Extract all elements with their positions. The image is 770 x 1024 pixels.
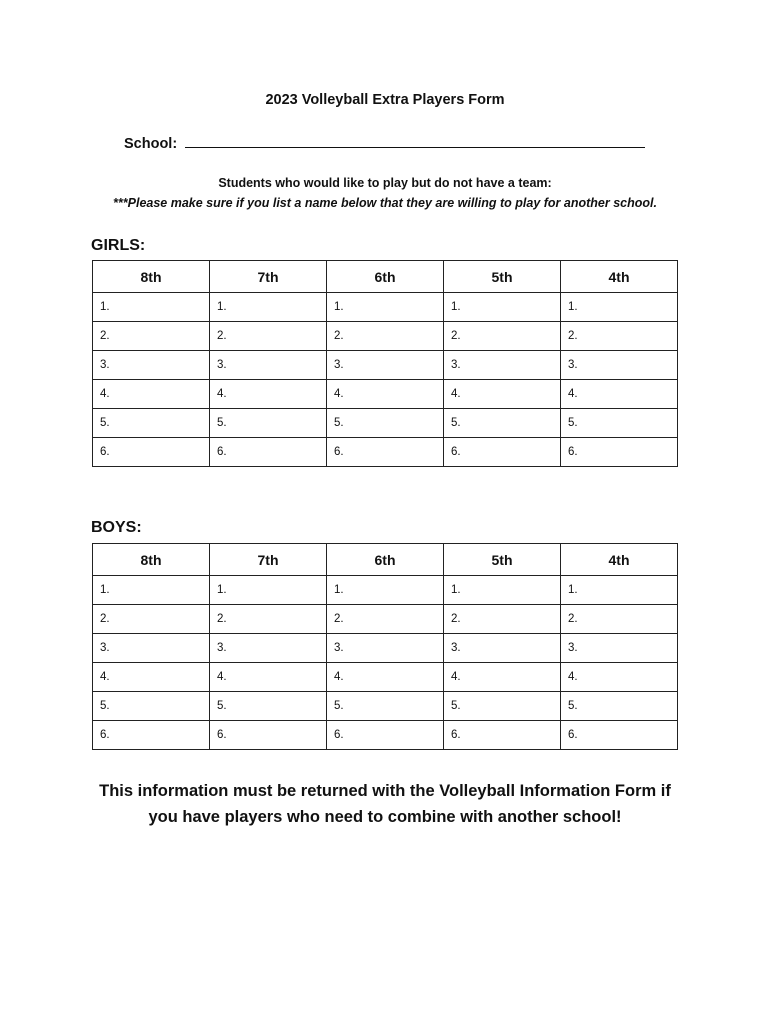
player-entry-cell[interactable]: 2. [444,605,561,634]
player-entry-cell[interactable]: 5. [93,692,210,721]
player-entry-cell[interactable]: 6. [444,721,561,750]
grade-header-4th: 4th [561,544,678,576]
player-entry-cell[interactable]: 4. [444,663,561,692]
player-entry-cell[interactable]: 1. [327,576,444,605]
player-entry-cell[interactable]: 6. [210,721,327,750]
girls-section-label: GIRLS: [91,237,146,254]
player-entry-cell[interactable]: 5. [561,409,678,438]
table-row [93,721,678,750]
player-entry-cell[interactable]: 5. [444,409,561,438]
player-entry-cell[interactable]: 2. [210,322,327,351]
grade-header-4th: 4th [561,261,678,293]
player-entry-cell[interactable]: 6. [444,438,561,467]
player-entry-cell[interactable]: 3. [327,351,444,380]
boys-table [92,543,678,750]
boys-section-label: BOYS: [91,519,142,536]
player-entry-cell[interactable]: 4. [444,380,561,409]
player-entry-cell[interactable]: 6. [327,438,444,467]
player-entry-cell[interactable]: 5. [327,692,444,721]
player-entry-cell[interactable]: 6. [327,721,444,750]
school-field [124,133,645,152]
table-row [93,605,678,634]
footer-line-1: This information must be returned with the Volleyball Information Form if [99,782,671,800]
player-entry-cell[interactable]: 6. [93,721,210,750]
player-entry-cell[interactable]: 4. [561,380,678,409]
instructions-line: Students who would like to play but do not have a team: [218,176,552,190]
player-entry-cell[interactable]: 1. [561,576,678,605]
player-entry-cell[interactable]: 2. [327,322,444,351]
player-entry-cell[interactable]: 5. [210,409,327,438]
player-entry-cell[interactable]: 2. [93,605,210,634]
player-entry-cell[interactable]: 6. [561,721,678,750]
school-label: School: [124,136,178,152]
player-entry-cell[interactable]: 5. [561,692,678,721]
player-entry-cell[interactable]: 1. [561,293,678,322]
grade-header-5th: 5th [444,261,561,293]
player-entry-cell[interactable]: 2. [444,322,561,351]
player-entry-cell[interactable]: 3. [327,634,444,663]
player-entry-cell[interactable]: 5. [327,409,444,438]
player-entry-cell[interactable]: 1. [327,293,444,322]
player-entry-cell[interactable]: 4. [327,663,444,692]
player-entry-cell[interactable]: 4. [210,380,327,409]
school-input-line[interactable] [185,133,645,148]
player-entry-cell[interactable]: 3. [444,634,561,663]
footer-line-2: you have players who need to combine with another school! [148,808,622,826]
table-row [93,576,678,605]
player-entry-cell[interactable]: 4. [93,663,210,692]
player-entry-cell[interactable]: 4. [210,663,327,692]
grade-header-6th: 6th [327,544,444,576]
player-entry-cell[interactable]: 3. [561,351,678,380]
table-row [93,380,678,409]
player-entry-cell[interactable]: 5. [93,409,210,438]
player-entry-cell[interactable]: 2. [210,605,327,634]
instructions-warning: ***Please make sure if you list a name below that they are willing to play for another school. [113,196,657,210]
table-row [93,438,678,467]
player-entry-cell[interactable]: 6. [561,438,678,467]
grade-header-8th: 8th [93,544,210,576]
grade-header-7th: 7th [210,544,327,576]
player-entry-cell[interactable]: 3. [93,634,210,663]
grade-header-6th: 6th [327,261,444,293]
player-entry-cell[interactable]: 2. [561,322,678,351]
table-row [93,322,678,351]
player-entry-cell[interactable]: 1. [444,576,561,605]
player-entry-cell[interactable]: 1. [210,293,327,322]
player-entry-cell[interactable]: 2. [327,605,444,634]
table-row [93,663,678,692]
player-entry-cell[interactable]: 3. [93,351,210,380]
player-entry-cell[interactable]: 2. [93,322,210,351]
form-title: 2023 Volleyball Extra Players Form [265,92,505,108]
grade-header-8th: 8th [93,261,210,293]
table-row [93,692,678,721]
player-entry-cell[interactable]: 3. [561,634,678,663]
table-row [93,409,678,438]
table-row [93,351,678,380]
player-entry-cell[interactable]: 4. [327,380,444,409]
player-entry-cell[interactable]: 3. [210,351,327,380]
table-row [93,634,678,663]
player-entry-cell[interactable]: 4. [561,663,678,692]
girls-table [92,260,678,467]
footer-notice [80,778,690,830]
player-entry-cell[interactable]: 6. [210,438,327,467]
table-header-row [93,544,678,576]
player-entry-cell[interactable]: 3. [444,351,561,380]
player-entry-cell[interactable]: 1. [93,576,210,605]
player-entry-cell[interactable]: 5. [210,692,327,721]
player-entry-cell[interactable]: 1. [93,293,210,322]
grade-header-5th: 5th [444,544,561,576]
player-entry-cell[interactable]: 3. [210,634,327,663]
player-entry-cell[interactable]: 4. [93,380,210,409]
player-entry-cell[interactable]: 1. [210,576,327,605]
player-entry-cell[interactable]: 6. [93,438,210,467]
player-entry-cell[interactable]: 5. [444,692,561,721]
player-entry-cell[interactable]: 2. [561,605,678,634]
table-header-row [93,261,678,293]
grade-header-7th: 7th [210,261,327,293]
table-row [93,293,678,322]
player-entry-cell[interactable]: 1. [444,293,561,322]
